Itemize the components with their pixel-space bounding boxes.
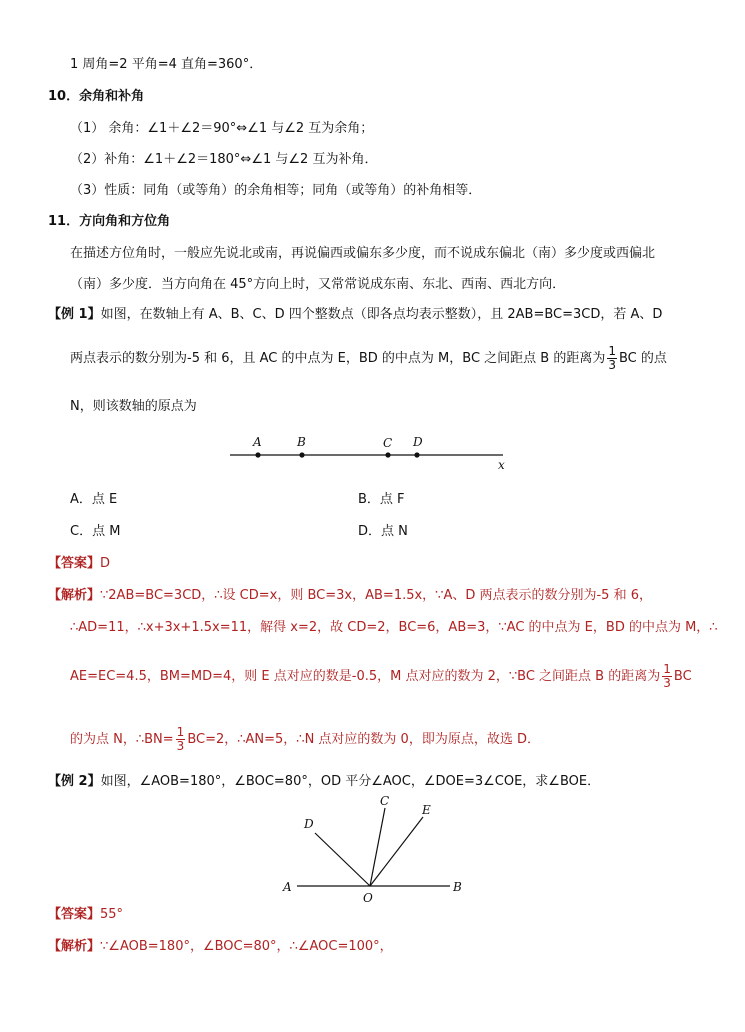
label-a: A (253, 435, 262, 449)
text-direction-1: 在描述方位角时，一般应先说北或南，再说偏西或偏东多少度，而不说成东偏北（南）多少度或西偏北 (70, 246, 656, 261)
label-c: C (383, 436, 393, 450)
example-2-analysis: 【解析】∵∠AOB=180°，∠BOC=80°，∴∠AOC=100°， (48, 939, 393, 954)
text-supplementary: （2）补角：∠1＋∠2＝180°⇔∠1 与∠2 互为补角． (70, 152, 378, 167)
label-o: O (363, 891, 373, 905)
example-2-answer: 【答案】55° (48, 907, 124, 922)
example-1-analysis-line-4: 的为点 N，∴BN= $\frac{1}{3}$ BC=2，∴AN=5，∴N 点对应的数为 0，即为原点，故选 D． (70, 725, 540, 753)
text-property: （3）性质：同角（或等角）的余角相等；同角（或等角）的补角相等． (70, 183, 482, 198)
point-b (299, 452, 304, 457)
fraction: $\frac{1}{3}$ (176, 725, 185, 753)
point-c (385, 452, 390, 457)
option-b: B．点 F (358, 492, 405, 507)
example-1-analysis-line-3: AE=EC=4.5，BM=MD=4，则 E 点对应的数是-0.5，M 点对应的数为 2，∵BC 之间距点 B 的距离为 $\frac{1}{3}$ BC (70, 662, 692, 690)
example-1-question-line-3: N，则该数轴的原点为 (70, 399, 197, 414)
example-1-question-line-2: 两点表示的数分别为-5 和 6，且 AC 的中点为 E，BD 的中点为 M，BC 之间距点 B 的距离为 $\frac{1}{3}$ BC 的点 (70, 344, 667, 372)
label-a: A (283, 880, 292, 894)
example-1-tag: 【例 1】 (48, 307, 101, 322)
example-1-analysis-line-1: 【解析】∵2AB=BC=3CD，∴设 CD=x，则 BC=3x，AB=1.5x，∵A、D 两点表示的数分别为-5 和 6， (48, 588, 652, 603)
example-1-analysis-line-2: ∴AD=11，∴x+3x+1.5x=11，解得 x=2，故 CD=2，BC=6，AB=3，∵AC 的中点为 E，BD 的中点为 M，∴ (70, 620, 718, 635)
label-e: E (422, 803, 431, 817)
label-d: D (304, 817, 314, 831)
point-d (414, 452, 419, 457)
example-2-tag: 【例 2】 (48, 774, 101, 789)
label-b: B (297, 435, 306, 449)
label-x: x (498, 458, 505, 472)
option-c: C．点 M (70, 524, 121, 539)
fraction: $\frac{1}{3}$ (608, 344, 616, 372)
ray-oc (370, 808, 385, 886)
point-a (255, 452, 260, 457)
angle-figure (275, 790, 475, 905)
fraction: $\frac{1}{3}$ (663, 662, 671, 690)
ray-od (315, 833, 370, 886)
text-complementary: （1） 余角：∠1＋∠2＝90°⇔∠1 与∠2 互为余角； (70, 121, 374, 136)
label-b: B (453, 880, 462, 894)
number-line-figure (225, 432, 515, 472)
option-a: A．点 E (70, 492, 118, 507)
text-full-angle: 1 周角=2 平角=4 直角=360°． (70, 57, 263, 72)
label-c: C (380, 794, 390, 808)
example-2-question: 【例 2】如图，∠AOB=180°，∠BOC=80°，OD 平分∠AOC，∠DOE=3∠COE，求∠BOE． (48, 774, 601, 789)
section-10-heading: 10．余角和补角 (48, 89, 145, 104)
example-1-answer: 【答案】D (48, 556, 111, 571)
ray-oe (370, 817, 423, 886)
label-d: D (413, 435, 423, 449)
example-1-question-line-1: 【例 1】如图，在数轴上有 A、B、C、D 四个整数点（即各点均表示整数），且 2AB=BC=3CD，若 A、D (48, 307, 663, 322)
option-d: D．点 N (358, 524, 408, 539)
section-11-heading: 11．方向角和方位角 (48, 214, 171, 229)
text-direction-2: （南）多少度．当方向角在 45°方向上时，又常常说成东南、东北、西南、西北方向． (70, 277, 566, 292)
